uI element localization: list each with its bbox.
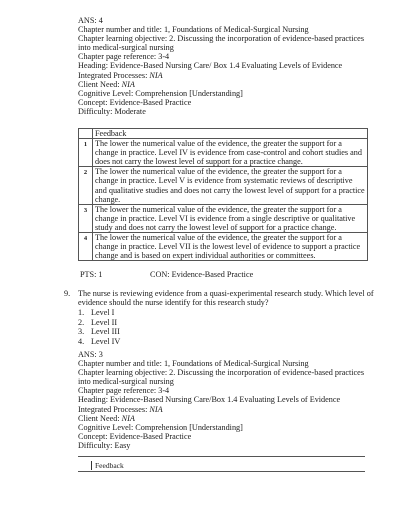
- feedback-row-text: The lower the numerical value of the evidence, the greater the support for a change in practice. Level VI is evidence from a single descriptive or qualitative study and does not carry the lowest level of support for a practice change.: [93, 204, 368, 232]
- feedback-header: Feedback: [93, 129, 368, 139]
- client-label: Client Need:: [78, 79, 122, 89]
- points-label: PTS: 1: [80, 270, 103, 279]
- client-need-line: [78, 80, 378, 89]
- option-number: 4.: [78, 336, 85, 346]
- page-reference-line: Chapter page reference: 3-4: [78, 52, 170, 62]
- answer-option[interactable]: [78, 308, 120, 318]
- question-9: [64, 289, 374, 307]
- answer-option[interactable]: [78, 318, 120, 328]
- option-text: Level III: [91, 327, 120, 337]
- feedback-row-number: 4: [79, 233, 93, 261]
- answer-metadata-1: [78, 16, 378, 116]
- client-label: Client Need:: [78, 413, 122, 423]
- question-stem: The nurse is reviewing evidence from a quasi-experimental research study. Which level of evidence should the nurse identify for this research study?: [78, 289, 374, 308]
- divider: [78, 456, 365, 457]
- question-number: 9.: [64, 289, 71, 298]
- heading-line: Heading: Evidence-Based Nursing Care/Box 1.4 Evaluating Levels of Evidence: [78, 395, 341, 405]
- difficulty-line: Difficulty: Easy: [78, 440, 131, 450]
- chapter-line: Chapter number and title: 1, Foundations of Medical-Surgical Nursing: [78, 359, 309, 369]
- integrated-label: Integrated Processes:: [78, 70, 150, 80]
- heading-line: Heading: Evidence-Based Nursing Care/ Box 1.4 Evaluating Levels of Evidence: [78, 61, 343, 71]
- feedback-row-text: The lower the numerical value of the evidence, the greater the support for a change in practice. Level VII is the lowest level of evidence to support a practice change and is based on expert individual authorities or committees.: [93, 233, 368, 261]
- client-value: NIA: [121, 413, 135, 423]
- feedback-row: [79, 167, 368, 204]
- concept-tag: CON: Evidence-Based Practice: [150, 270, 254, 279]
- cognitive-level-line: Cognitive Level: Comprehension [Understanding]: [78, 422, 243, 432]
- answer-line: ANS: 4: [78, 16, 103, 25]
- feedback-row: [79, 233, 368, 261]
- cognitive-level-line: Cognitive Level: Comprehension [Understanding]: [78, 88, 243, 98]
- integrated-processes-line: [78, 405, 378, 414]
- feedback-row: [79, 139, 368, 167]
- option-text: Level IV: [91, 336, 121, 346]
- objective-line: Chapter learning objective: 2. Discussing the incorporation of evidence-based practices into medical-surgical nursing: [78, 368, 365, 387]
- option-number: 2.: [78, 317, 85, 327]
- feedback-header-row: [79, 129, 368, 139]
- answer-option[interactable]: [78, 337, 120, 347]
- option-text: Level II: [91, 317, 118, 327]
- feedback-row-text: The lower the numerical value of the evidence, the greater the support for a change in practice. Level V is evidence from systematic reviews of descriptive and qualitative studies and does not carry the lowest level of support for a practice change.: [93, 167, 368, 204]
- chapter-line: Chapter number and title: 1, Foundations of Medical-Surgical Nursing: [78, 25, 309, 35]
- answer-line: ANS: 3: [78, 350, 103, 359]
- integrated-value: NIA: [149, 404, 163, 414]
- integrated-label: Integrated Processes:: [78, 404, 150, 414]
- difficulty-line: Difficulty: Moderate: [78, 106, 146, 116]
- integrated-value: NIA: [149, 70, 163, 80]
- client-value: NIA: [121, 79, 135, 89]
- feedback-table: [78, 128, 368, 261]
- client-need-line: [78, 414, 378, 423]
- feedback-header-2: Feedback: [91, 461, 124, 470]
- concept-line: Concept: Evidence-Based Practice: [78, 431, 192, 441]
- answer-option[interactable]: [78, 327, 120, 337]
- answer-options: [78, 308, 120, 346]
- page-reference-line: Chapter page reference: 3-4: [78, 386, 170, 396]
- objective-line: Chapter learning objective: 2. Discussing the incorporation of evidence-based practices into medical-surgical nursing: [78, 34, 365, 53]
- divider: [78, 471, 365, 472]
- feedback-row-number: 3: [79, 204, 93, 232]
- points-line: [80, 270, 254, 279]
- feedback-row-number: 1: [79, 139, 93, 167]
- feedback-row-text: The lower the numerical value of the evidence, the greater the support for a change in practice. Level IV is evidence from case-control and cohort studies and does not carry the lowest level of support for a practice change.: [93, 139, 368, 167]
- option-text: Level I: [91, 308, 115, 317]
- answer-metadata-2: [78, 350, 378, 450]
- feedback-row: [79, 204, 368, 232]
- option-number: 1.: [78, 308, 85, 317]
- option-number: 3.: [78, 327, 85, 337]
- concept-line: Concept: Evidence-Based Practice: [78, 97, 192, 107]
- integrated-processes-line: [78, 71, 378, 80]
- feedback-row-number: 2: [79, 167, 93, 204]
- feedback-header-spacer: [79, 129, 93, 139]
